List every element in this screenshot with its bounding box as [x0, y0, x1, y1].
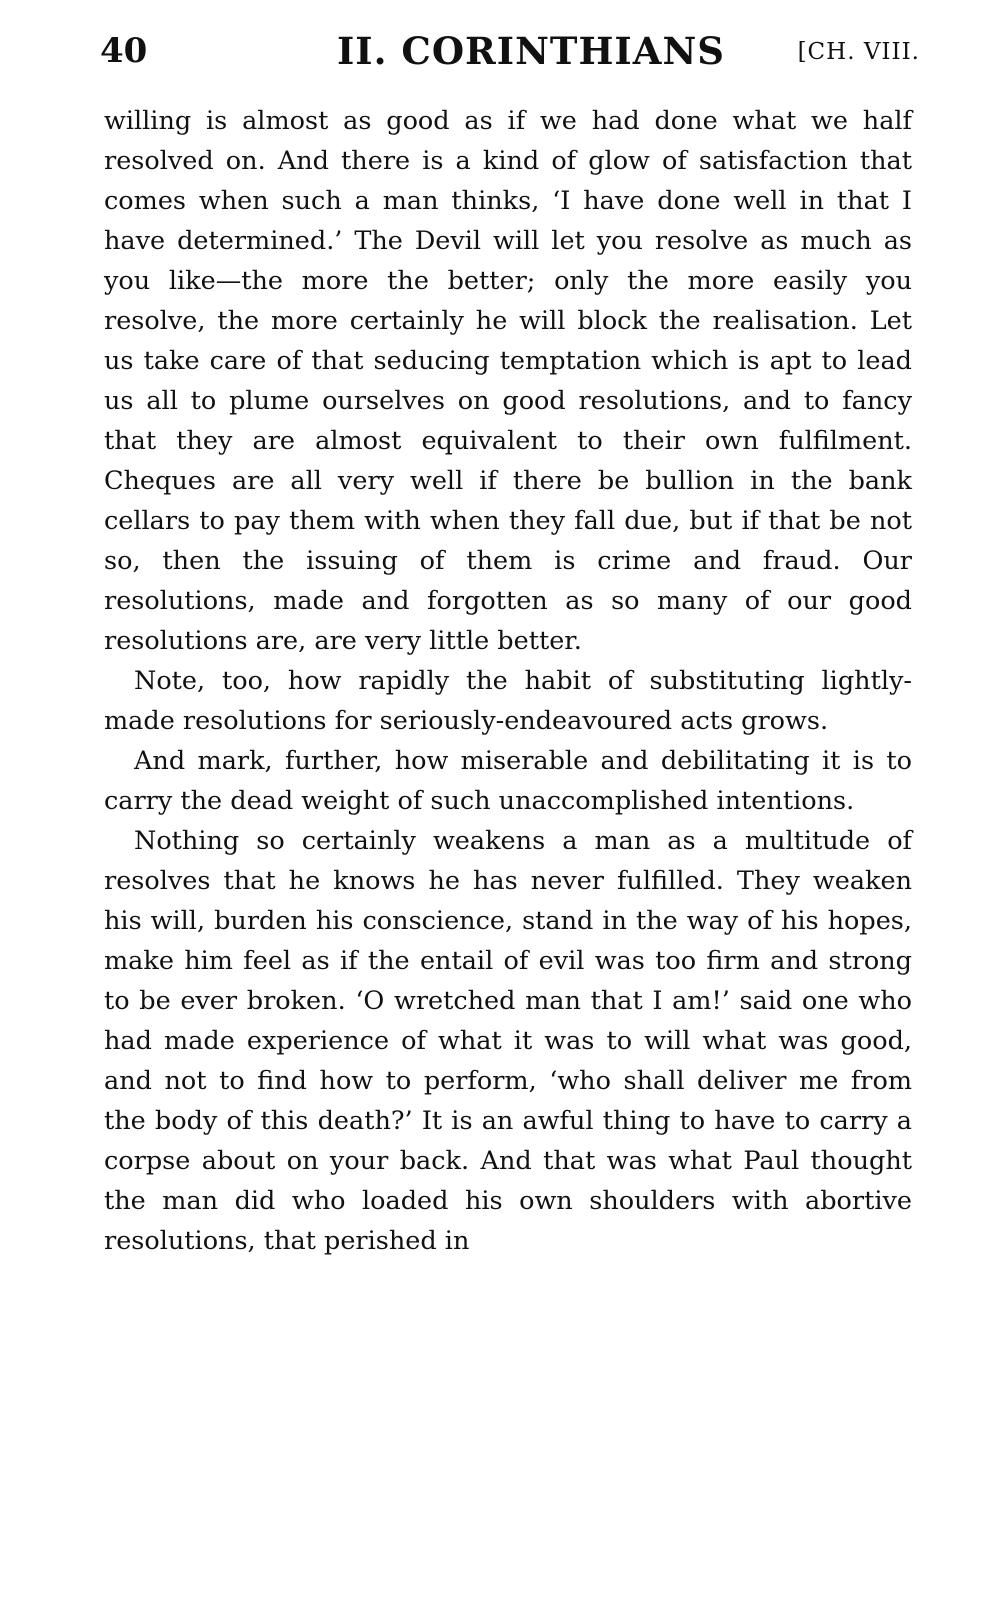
chapter-reference: [CH. VIII.: [797, 39, 920, 65]
paragraph: Nothing so certainly weakens a man as a multitude of resolves that he knows he has never fulfilled. They weaken his will, burden his conscience, stand in the way of his hopes, make him feel as if the entail of evil was too firm and strong to be ever broken. ‘O wretched man that I am!’ said one who had made experience of what it was to will what was good, and not to find how to perform, ‘who shall deliver me from the body of this death?’ It is an awful thing to have to carry a corpse about on your back. And that was what Paul thought the man did who loaded his own shoulders with abortive resolutions, that perished in: [104, 826, 912, 1256]
page-number: 40: [100, 31, 148, 71]
paragraph-continued: willing is almost as good as if we had done what we half resolved on. And there is a kind of glow of satisfaction that comes when such a man thinks, ‘I have done well in that I have determined.’ The Devil will let you resolve as much as you like—the more the better; only the more easily you resolve, the more certainly he will block the realisation. Let us take care of that seducing temptation which is apt to lead us all to plume ourselves on good resolutions, and to fancy that they are almost equivalent to their own fulfilment. Cheques are all very well if there be bullion in the bank cellars to pay them with when they fall due, but if that be not so, then the issuing of them is crime and fraud. Our resolutions, made and forgotten as so many of our good resolutions are, are very little better.: [104, 106, 912, 656]
body-text: [104, 101, 912, 1261]
running-title: II. CORINTHIANS: [337, 29, 725, 73]
paragraph: And mark, further, how miserable and debilitating it is to carry the dead weight of such unaccomplished intentions.: [104, 746, 912, 816]
paragraph: Note, too, how rapidly the habit of substituting lightly-made resolutions for seriously-endeavoured acts grows.: [104, 666, 912, 736]
page-header: [100, 30, 920, 76]
